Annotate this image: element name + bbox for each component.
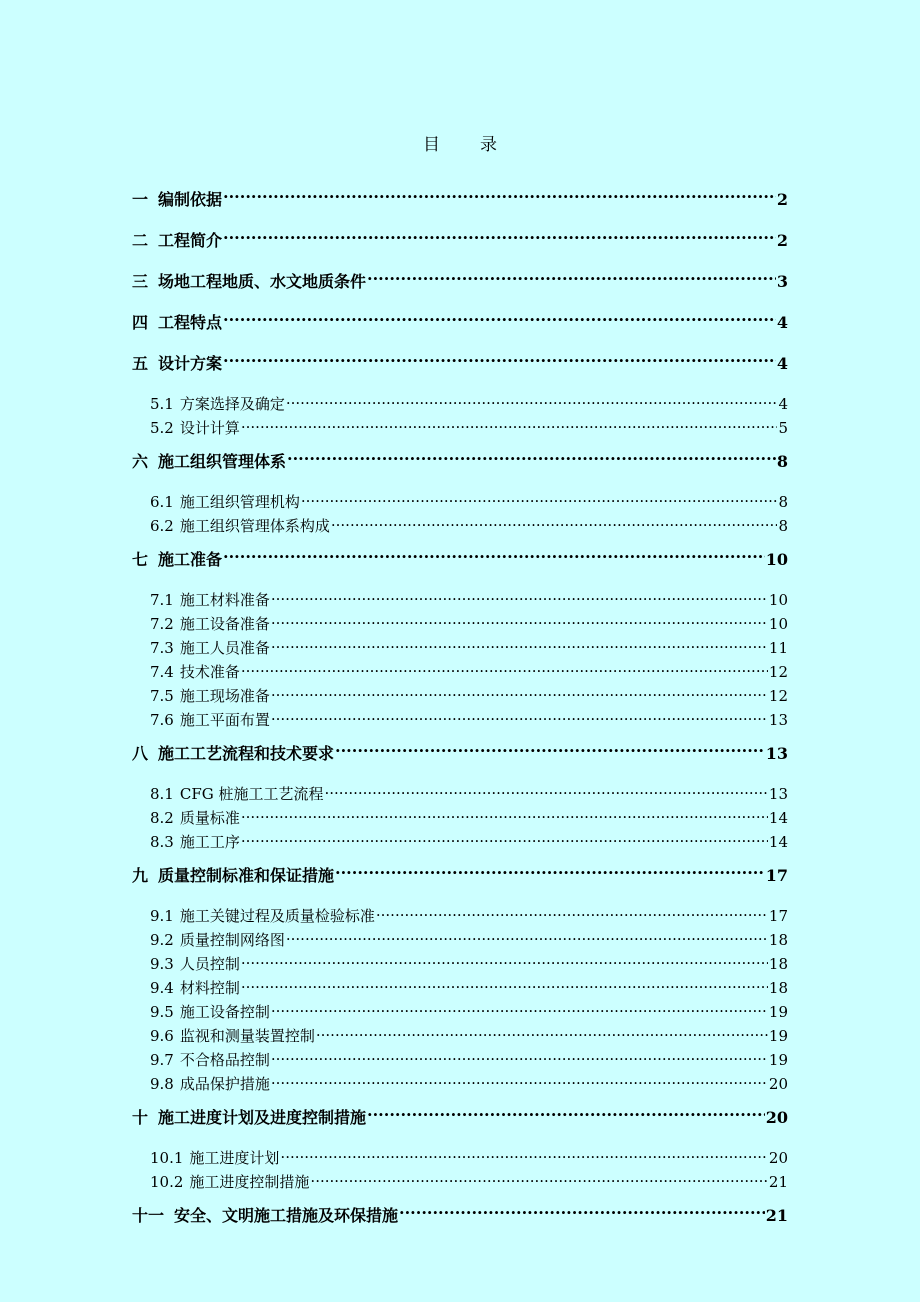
toc-section-entry[interactable] — [150, 782, 788, 806]
toc-entry-number: 7.2 — [150, 615, 174, 633]
toc-entry-label: 施工进度计划及进度控制措施 — [158, 1108, 367, 1127]
toc-entry-label: 施工材料准备 — [179, 591, 270, 609]
toc-entry-number: 八 — [132, 744, 149, 763]
toc-dot-leader — [223, 353, 776, 369]
toc-section-entry[interactable] — [150, 806, 788, 830]
toc-dot-leader — [316, 1026, 768, 1041]
toc-section-entry[interactable] — [150, 514, 788, 538]
toc-entry-page-number: 8 — [778, 517, 788, 535]
toc-dot-leader — [280, 1148, 767, 1163]
toc-entry-page-number: 20 — [765, 1108, 788, 1127]
toc-section-entry[interactable] — [150, 1146, 788, 1170]
toc-chapter-entry[interactable] — [132, 546, 788, 574]
toc-entry-number: 9.6 — [150, 1027, 174, 1045]
toc-entry-page-number: 19 — [768, 1003, 788, 1021]
toc-dot-leader — [399, 1205, 765, 1221]
toc-section-entry[interactable] — [150, 1000, 788, 1024]
toc-title-char-2: 录 — [480, 135, 497, 155]
toc-entry-number: 九 — [132, 866, 149, 885]
toc-entry-number: 四 — [132, 313, 149, 332]
toc-dot-leader — [271, 590, 768, 605]
toc-entry-number: 二 — [132, 231, 149, 250]
toc-entry-label: 施工进度控制措施 — [189, 1173, 310, 1191]
toc-dot-leader — [286, 930, 768, 945]
toc-entry-page-number: 13 — [768, 711, 788, 729]
toc-section-entry[interactable] — [150, 1072, 788, 1096]
toc-entry-number: 五 — [132, 354, 149, 373]
toc-section-entry[interactable] — [150, 830, 788, 854]
toc-dot-leader — [241, 832, 768, 847]
toc-dot-leader — [376, 906, 768, 921]
toc-entry-number: 6.1 — [150, 493, 174, 511]
toc-entry-label: 场地工程地质、水文地质条件 — [158, 272, 367, 291]
toc-entry-page-number: 4 — [778, 395, 788, 413]
toc-entry-page-number: 18 — [768, 931, 788, 949]
toc-entry-number: 七 — [132, 550, 149, 569]
toc-entry-number: 三 — [132, 272, 149, 291]
toc-entry-number: 9.7 — [150, 1051, 174, 1069]
toc-entry-page-number: 11 — [768, 639, 788, 657]
toc-dot-leader — [335, 743, 765, 759]
toc-entry-number: 六 — [132, 452, 149, 471]
toc-chapter-entry[interactable] — [132, 862, 788, 890]
toc-dot-leader — [271, 1074, 768, 1089]
toc-dot-leader — [286, 394, 778, 409]
toc-entry-page-number: 10 — [768, 615, 788, 633]
toc-entry-number: 十一 — [132, 1206, 165, 1225]
toc-entry-page-number: 18 — [768, 955, 788, 973]
toc-entry-number: 8.2 — [150, 809, 174, 827]
toc-entry-page-number: 12 — [768, 687, 788, 705]
toc-section-entry[interactable] — [150, 1024, 788, 1048]
toc-entry-page-number: 10 — [768, 591, 788, 609]
toc-entry-label: 质量标准 — [179, 809, 240, 827]
toc-entry-label: 工程简介 — [158, 231, 223, 250]
toc-entry-label: 施工设备准备 — [179, 615, 270, 633]
toc-entry-page-number: 19 — [768, 1051, 788, 1069]
toc-title-char-1: 目 — [423, 135, 440, 155]
toc-section-entry[interactable] — [150, 708, 788, 732]
toc-section-entry[interactable] — [150, 636, 788, 660]
toc-dot-leader — [335, 865, 765, 881]
toc-dot-leader — [241, 418, 778, 433]
toc-entry-page-number: 14 — [768, 833, 788, 851]
toc-entry-label: 施工组织管理体系 — [158, 452, 287, 471]
toc-entry-number: 7.6 — [150, 711, 174, 729]
toc-entry-label: 施工组织管理机构 — [179, 493, 300, 511]
toc-dot-leader — [271, 686, 768, 701]
toc-entry-label: 方案选择及确定 — [179, 395, 285, 413]
toc-chapter-entry[interactable] — [132, 268, 788, 296]
toc-entry-label: 施工关键过程及质量检验标准 — [179, 907, 375, 925]
toc-entry-label: 安全、文明施工措施及环保措施 — [174, 1206, 399, 1225]
toc-entry-number: 7.3 — [150, 639, 174, 657]
toc-entry-number: 10.2 — [150, 1173, 184, 1191]
toc-entry-label: 人员控制 — [179, 955, 240, 973]
toc-entry-page-number: 17 — [768, 907, 788, 925]
toc-section-entry[interactable] — [150, 416, 788, 440]
toc-dot-leader — [271, 1050, 768, 1065]
toc-entry-number: 6.2 — [150, 517, 174, 535]
toc-entry-label: 施工平面布置 — [179, 711, 270, 729]
toc-entry-label: 施工工序 — [179, 833, 240, 851]
toc-chapter-entry[interactable] — [132, 448, 788, 476]
toc-entry-label: 设计计算 — [179, 419, 240, 437]
toc-dot-leader — [223, 230, 776, 246]
toc-entry-number: 9.3 — [150, 955, 174, 973]
toc-entry-label: 编制依据 — [158, 190, 223, 209]
toc-entry-page-number: 21 — [765, 1206, 788, 1225]
toc-entry-number: 5.1 — [150, 395, 174, 413]
toc-entry-label: 施工工艺流程和技术要求 — [158, 744, 335, 763]
toc-entry-number: 8.1 — [150, 785, 174, 803]
toc-chapter-entry[interactable] — [132, 740, 788, 768]
toc-entry-label: 施工人员准备 — [179, 639, 270, 657]
toc-dot-leader — [241, 954, 768, 969]
toc-dot-leader — [367, 1107, 765, 1123]
toc-entry-page-number: 13 — [765, 744, 788, 763]
toc-section-entry[interactable] — [150, 660, 788, 684]
toc-section-entry[interactable] — [150, 612, 788, 636]
toc-dot-leader — [241, 662, 768, 677]
toc-entry-number: 10.1 — [150, 1149, 184, 1167]
toc-dot-leader — [301, 492, 778, 507]
toc-entry-page-number: 3 — [776, 272, 788, 291]
toc-entry-number: 9.8 — [150, 1075, 174, 1093]
toc-entry-page-number: 2 — [776, 231, 788, 250]
toc-entry-page-number: 13 — [768, 785, 788, 803]
toc-entry-number: 7.5 — [150, 687, 174, 705]
toc-section-entry[interactable] — [150, 928, 788, 952]
toc-title — [0, 131, 920, 159]
toc-section-entry[interactable] — [150, 1048, 788, 1072]
toc-dot-leader — [241, 978, 768, 993]
toc-chapter-entry[interactable] — [132, 350, 788, 378]
toc-entry-page-number: 2 — [776, 190, 788, 209]
toc-chapter-entry[interactable] — [132, 227, 788, 255]
toc-entry-page-number: 4 — [776, 354, 788, 373]
toc-dot-leader — [271, 1002, 768, 1017]
toc-chapter-entry[interactable] — [132, 186, 788, 214]
toc-entry-page-number: 8 — [778, 493, 788, 511]
toc-section-entry[interactable] — [150, 1170, 788, 1194]
toc-dot-leader — [271, 638, 768, 653]
toc-entry-label: 设计方案 — [158, 354, 223, 373]
toc-entry-label: 成品保护措施 — [179, 1075, 270, 1093]
toc-entry-number: 一 — [132, 190, 149, 209]
toc-dot-leader — [223, 312, 776, 328]
toc-entry-page-number: 19 — [768, 1027, 788, 1045]
toc-section-entry[interactable] — [150, 976, 788, 1000]
toc-entry-number: 9.4 — [150, 979, 174, 997]
toc-entry-page-number: 10 — [765, 550, 788, 569]
toc-entry-number: 5.2 — [150, 419, 174, 437]
toc-dot-leader — [287, 451, 776, 467]
toc-entry-label: 监视和测量装置控制 — [179, 1027, 315, 1045]
toc-entry-label: 施工进度计划 — [189, 1149, 280, 1167]
toc-section-entry[interactable] — [150, 588, 788, 612]
toc-entry-number: 9.1 — [150, 907, 174, 925]
toc-entry-number: 9.5 — [150, 1003, 174, 1021]
toc-entry-label: 工程特点 — [158, 313, 223, 332]
toc-chapter-entry[interactable] — [132, 1104, 788, 1132]
toc-entry-label: CFG 桩施工工艺流程 — [179, 785, 324, 803]
toc-entry-page-number: 21 — [768, 1173, 788, 1191]
toc-section-entry[interactable] — [150, 904, 788, 928]
toc-entry-number: 十 — [132, 1108, 149, 1127]
toc-entry-label: 质量控制网络图 — [179, 931, 285, 949]
toc-entry-label: 施工设备控制 — [179, 1003, 270, 1021]
toc-dot-leader — [271, 710, 768, 725]
toc-section-entry[interactable] — [150, 952, 788, 976]
toc-entry-label: 质量控制标准和保证措施 — [158, 866, 335, 885]
toc-entry-page-number: 12 — [768, 663, 788, 681]
toc-entry-number: 8.3 — [150, 833, 174, 851]
toc-dot-leader — [367, 271, 776, 287]
toc-entry-number: 9.2 — [150, 931, 174, 949]
toc-dot-leader — [310, 1172, 767, 1187]
toc-entry-number: 7.1 — [150, 591, 174, 609]
toc-dot-leader — [223, 549, 765, 565]
toc-dot-leader — [223, 189, 776, 205]
toc-chapter-entry[interactable] — [132, 1202, 788, 1230]
toc-section-entry[interactable] — [150, 490, 788, 514]
toc-entry-page-number: 4 — [776, 313, 788, 332]
toc-dot-leader — [331, 516, 778, 531]
toc-dot-leader — [325, 784, 768, 799]
toc-dot-leader — [271, 614, 768, 629]
toc-chapter-entry[interactable] — [132, 309, 788, 337]
toc-entry-label: 不合格品控制 — [179, 1051, 270, 1069]
toc-entry-page-number: 5 — [778, 419, 788, 437]
toc-entry-label: 施工组织管理体系构成 — [179, 517, 330, 535]
toc-entry-page-number: 17 — [765, 866, 788, 885]
toc-entry-label: 施工现场准备 — [179, 687, 270, 705]
toc-entry-page-number: 14 — [768, 809, 788, 827]
toc-entry-page-number: 8 — [776, 452, 788, 471]
toc-dot-leader — [241, 808, 768, 823]
toc-entry-page-number: 20 — [768, 1149, 788, 1167]
toc-entry-number: 7.4 — [150, 663, 174, 681]
toc-entry-label: 材料控制 — [179, 979, 240, 997]
toc-entry-label: 技术准备 — [179, 663, 240, 681]
toc-section-entry[interactable] — [150, 392, 788, 416]
toc-entry-label: 施工准备 — [158, 550, 223, 569]
toc-section-entry[interactable] — [150, 684, 788, 708]
toc-entry-page-number: 20 — [768, 1075, 788, 1093]
toc-entry-page-number: 18 — [768, 979, 788, 997]
